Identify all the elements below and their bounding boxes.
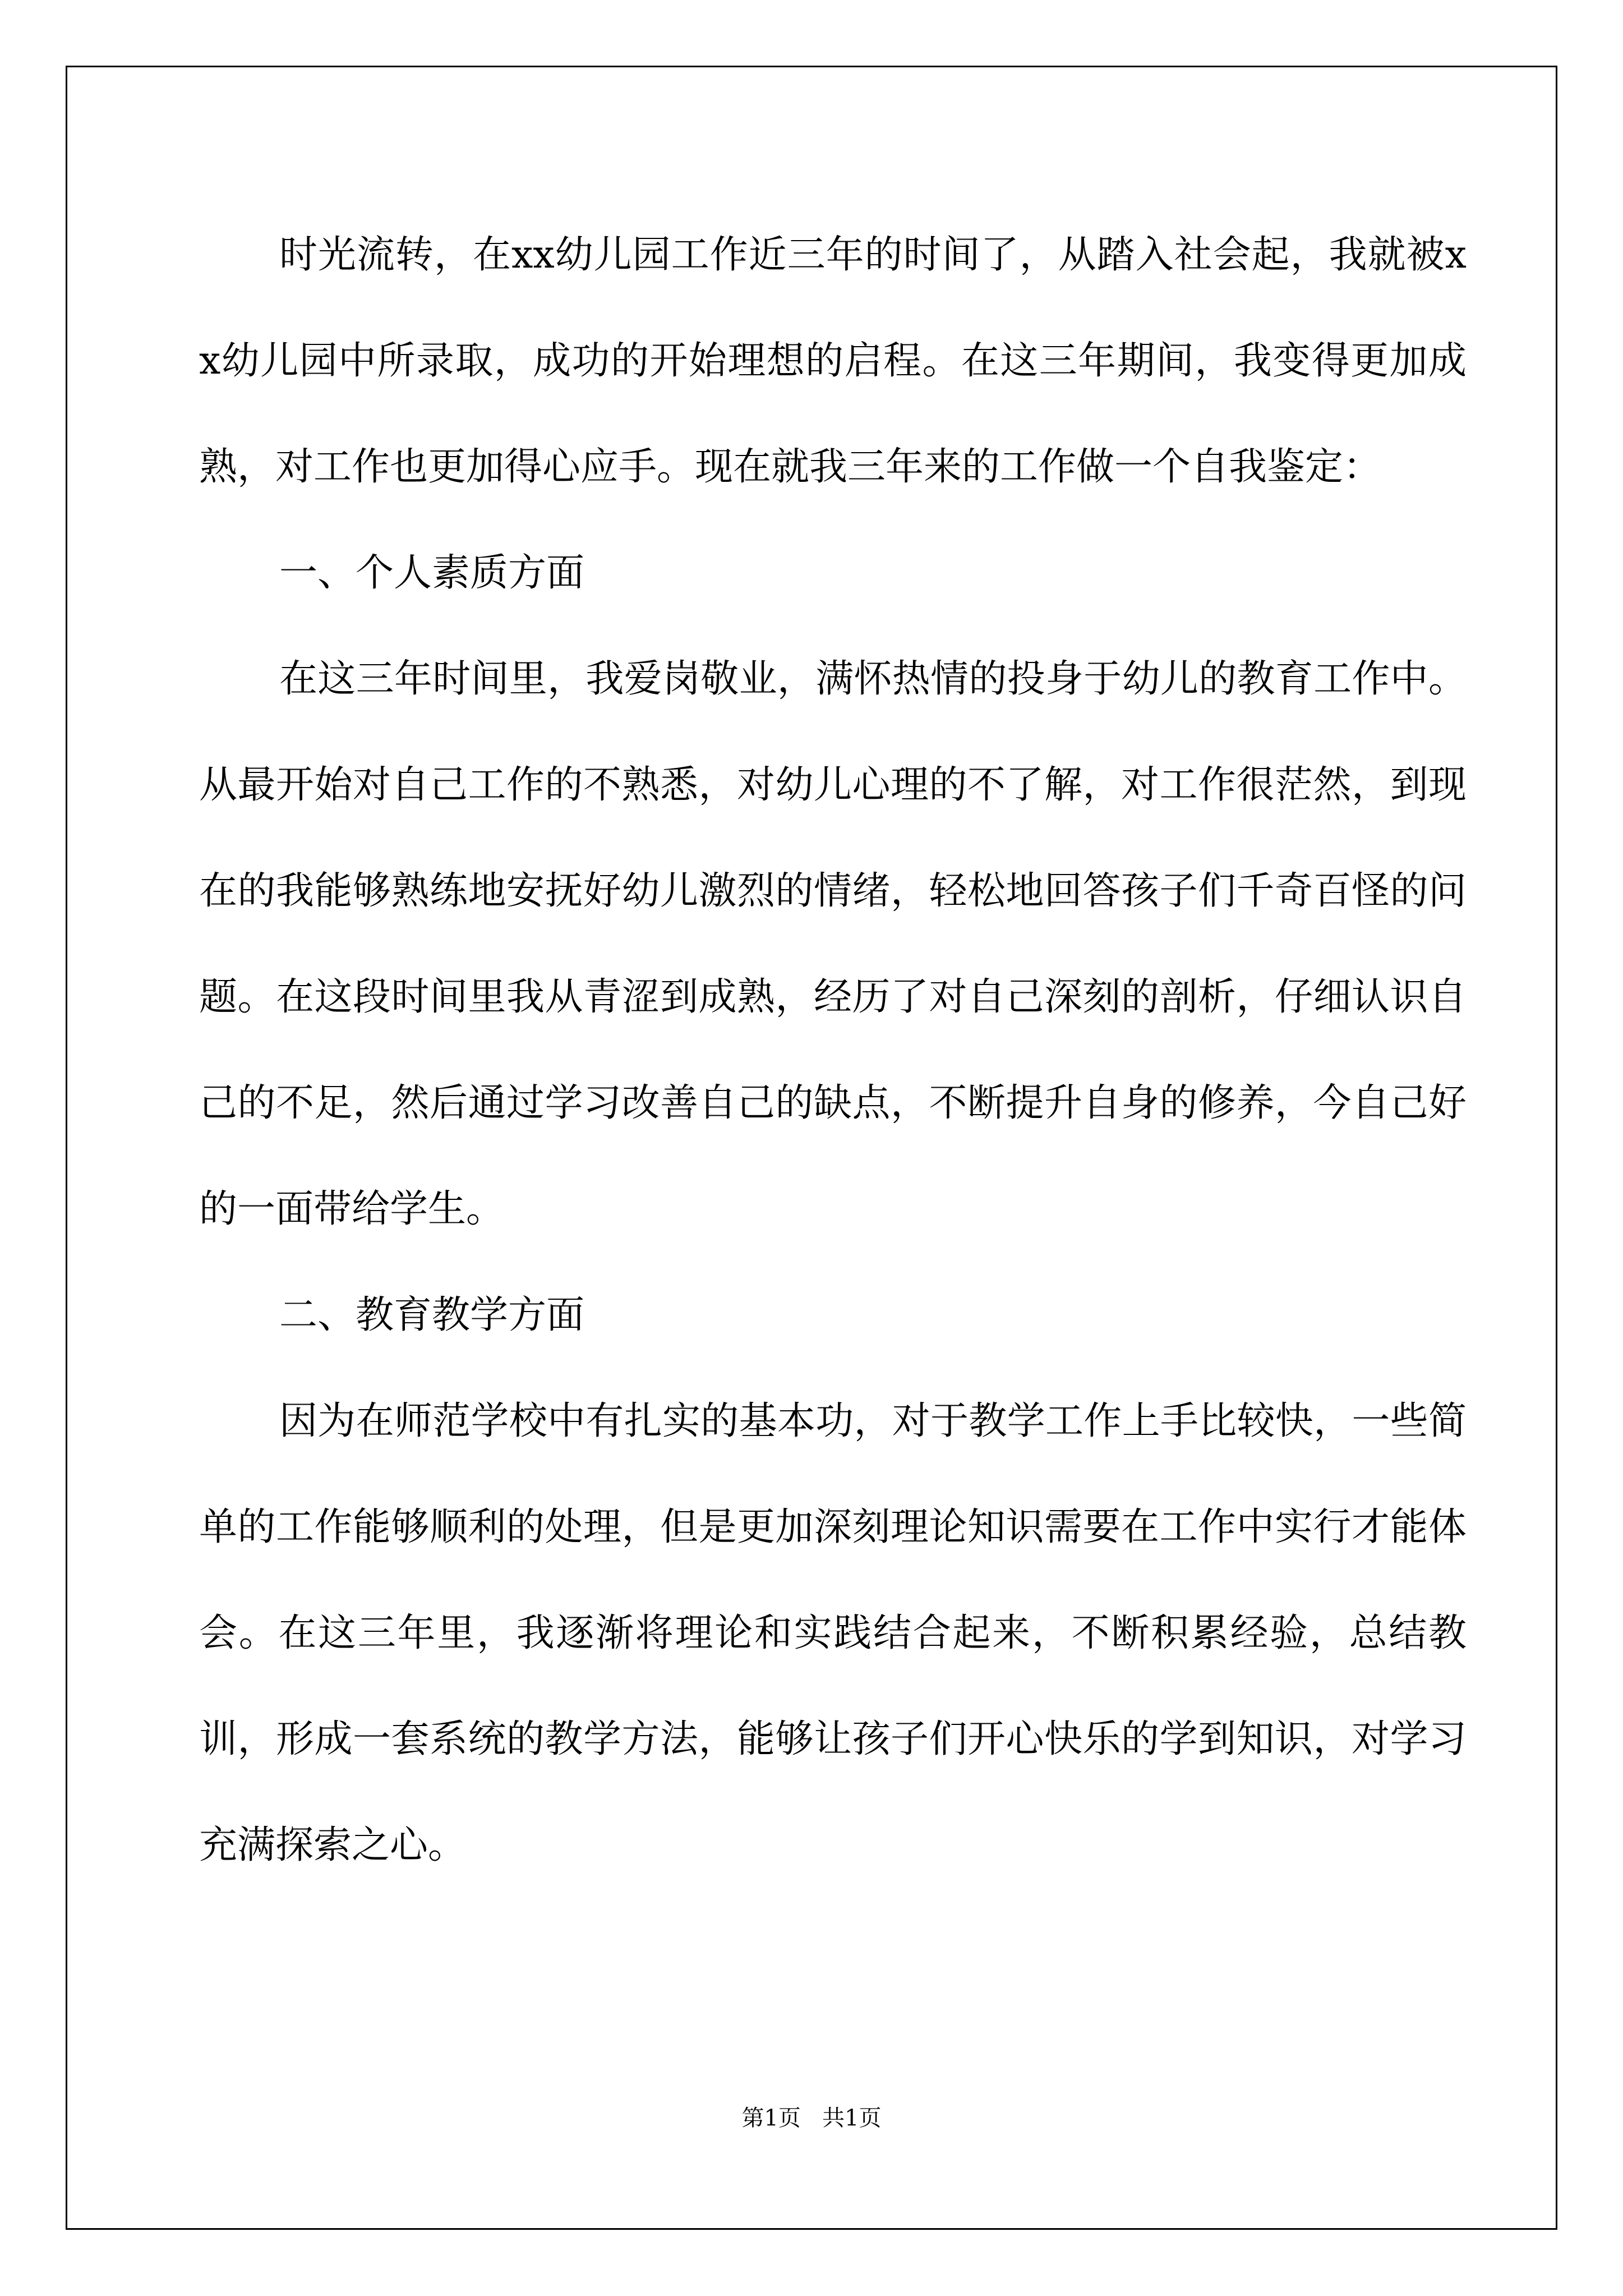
paragraph-intro: 时光流转，在xx幼儿园工作近三年的时间了，从踏入社会起，我就被xx幼儿园中所录取，成功的开始理想的启程。在这三年期间，我变得更加成熟，对工作也更加得心应手。现在就我三年来的工作做一个自我鉴定： bbox=[199, 233, 1467, 489]
section-heading-teaching: 二、教育教学方面 bbox=[279, 1293, 585, 1337]
page-number-footer: 第1页 共1页 bbox=[741, 2105, 882, 2131]
paragraph-personal-quality: 在这三年时间里，我爱岗敬业，满怀热情的投身于幼儿的教育工作中。从最开始对自己工作的不熟悉，对幼儿心理的不了解，对工作很茫然，到现在的我能够熟练地安抚好幼儿激烈的情绪，轻松地回答孩子们千奇百怪的问题。在这段时间里我从青涩到成熟，经历了对自己深刻的剖析，仔细认识自己的不足，然后通过学习改善自己的缺点，不断提升自身的修养，今自己好的一面带给学生。 bbox=[199, 657, 1467, 1231]
document-body bbox=[199, 202, 1467, 1898]
paragraph-teaching: 因为在师范学校中有扎实的基本功，对于教学工作上手比较快，一些简单的工作能够顺利的处理，但是更加深刻理论知识需要在工作中实行才能体会。在这三年里，我逐渐将理论和实践结合起来，不断积累经验，总结教训，形成一套系统的教学方法，能够让孩子们开心快乐的学到知识，对学习充满探索之心。 bbox=[199, 1399, 1467, 1867]
section-heading-personal-quality: 一、个人素质方面 bbox=[279, 551, 585, 595]
